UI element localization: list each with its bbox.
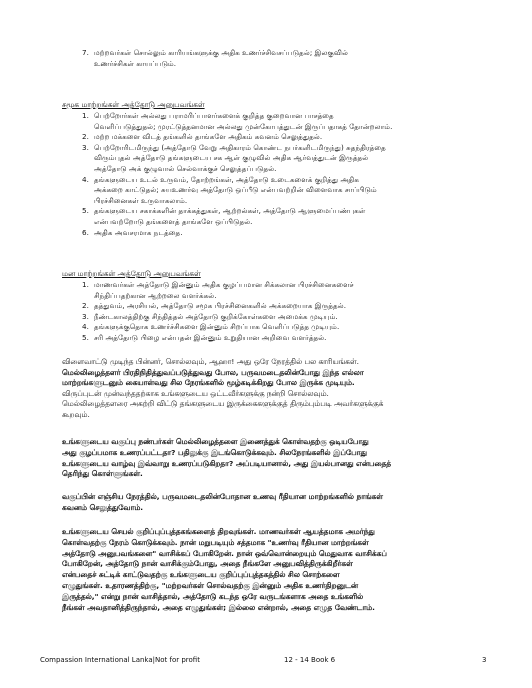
- paragraph-line: எழுதுங்கள். உதாரணத்திற்கு, "மற்றவர்கள் சொல்வதற்கு இன்னும் அதிக உணர்திறனுடன்: [62, 580, 359, 590]
- list-item: [82, 48, 494, 69]
- paragraph-line: கூறவும்.: [62, 409, 90, 419]
- list-item-line: தத்துவம், அரசியல், அத்தோடு சமூக பிரச்சினைகளில் அக்கறையாக இருத்தல்.: [94, 301, 346, 311]
- list-item-line: வெளிப்படுத்துதல்; முரட்டுத்தனமான அல்லது முன்கோபத்துடன் இருப்பதாகத் தோன்றலாம்.: [94, 121, 393, 131]
- list-item-number: 1.: [82, 280, 89, 289]
- list-item-line: அத்தோடு அக் குழுவால் செல்வாக்குச் செலுத்தப்படுதல்.: [94, 163, 277, 173]
- paragraph-line: மாற்றங்களுடனும் கையாள்வது சில நேரங்களில் மூழ்கடிக்கிறது போல இருக்க முடியும்.: [62, 378, 355, 387]
- paragraph-line: மெல்லிழைத்தளரை அகற்றி விட்டு தங்களுடைய இருக்கைகளுக்குத் திரும்பும்படி அவர்களுக்குக்: [62, 399, 384, 408]
- list-item: [82, 322, 504, 333]
- list-item: [82, 332, 504, 344]
- list-item-number: 3.: [82, 142, 89, 152]
- paragraph-line: கொள்வதற்கு நேரம் கொடுக்கவும். நான் மறுபடியும் சத்தமாக "உணர்வு ரீதியான மாற்றங்கள்: [62, 537, 369, 547]
- list-item-number: 3.: [82, 311, 89, 321]
- list-item-line: விரும்புதல் அத்தோடு தங்களுடைய சக ஆள் குழுவில் அதிக ஆர்வத்துடன் இருத்தல்: [94, 153, 369, 163]
- list-item: [82, 227, 504, 239]
- list-item: [82, 311, 504, 323]
- list-item-line: சரி அத்தோடு பிழை என்பதன் இன்னும் உறுதியான அறிவை வளர்த்தல்.: [94, 332, 327, 342]
- footer-organization: Compassion International Lanka|Not for profit: [40, 656, 200, 664]
- list-item-number: 7.: [82, 48, 89, 57]
- focus-paragraph: [62, 492, 502, 514]
- list-item-line: பெற்றோரிடமிருந்து (அத்தோடு வேறு அதிகாரம் கொண்ட நபர்களிடமிருந்து) சுதந்திரத்தை: [94, 142, 386, 152]
- list-item-number: 5.: [82, 332, 89, 342]
- list-item: [82, 132, 504, 143]
- list-item-number: 4.: [82, 322, 89, 332]
- paragraph-line: கவனம் செலுத்துவோம்.: [62, 502, 144, 512]
- paragraph-line: விருப்புடன் முன்வந்ததற்காக உங்களுடைய ஒட்டவீர்களுக்கு நன்றி சொல்லவும்.: [62, 388, 329, 398]
- list-item: [82, 280, 504, 301]
- list-item-line: மாணவர்கள் அத்தோடு இன்னும் அதிக குழப்பமான சிக்கலான பிரச்சினைகளைச்: [94, 280, 354, 289]
- list-item-number: 1.: [82, 111, 89, 120]
- list-item-line: உணர்ச்சிகள் காயப்படும்.: [94, 58, 177, 68]
- list-item-line: பெற்றோர்கள் அல்லது பராமரிப்பாளர்களைக் குறித்த குறைவான பாசத்தை: [94, 111, 334, 120]
- paragraph-line: அத்தோடு அனுபவங்களை" வாசிக்கப் போகிறேன். நான் ஒவ்வொன்றையும் மெதுவாக வாசிக்கப்: [62, 548, 387, 558]
- list-item-number: 6.: [82, 227, 89, 237]
- instruction-paragraph: [62, 357, 502, 420]
- paragraph-line: போகிறேன், அத்தோடு நான் வாசிக்கும்போது, அதை நீங்களே அனுபவித்திருக்கிறீர்கள்: [62, 559, 353, 569]
- mental-changes-heading: மன மாற்றங்கள் அத்தோடு அனுபவங்கள்: [62, 269, 201, 278]
- paragraph-line: இருத்தல்," என்று நான் வாசித்தால், அத்தோடு கடந்த ஒரே வருடங்களாக அதை உங்களில்: [62, 591, 364, 601]
- list-item: [82, 301, 504, 312]
- list-item-number: 4.: [82, 174, 89, 184]
- paragraph-line: உங்களுடைய செயல் குறிப்புப்புத்தகங்களைத் திறவுங்கள். மாணவர்கள் ஆயத்தமாக அமர்ந்து: [62, 527, 375, 536]
- paragraph-line: உங்களுடைய வகுப்பு நண்பர்கள் மெல்லிழைத்தளை இணைத்துக் கொள்வதற்கு ஒடியபோது: [62, 437, 369, 446]
- footer-page-number: 3: [482, 656, 487, 664]
- list-item-line: தங்களுடைய உடல் உருவம், தோற்றங்கள், அத்தோடு உடைகளைக் குறித்து அதிக: [94, 174, 359, 184]
- list-item-line: அக்கறை காட்டுதல்; சுயஉணர்வு அத்தோடு ஒப்பீடு என்பவற்றின் விளைவாக சாப்பிடும்: [94, 185, 377, 195]
- paragraph-line: மெல்லிழைத்தளர் பிரதிநிதித்துவப்படுத்துவது போல, பருவமடைதலின்போது இந்த எல்லா: [62, 367, 364, 377]
- list-item-line: மற்ற மக்களை விடத் தங்களில் தாங்களே அதிகம் கவனம் செலுத்துதல்.: [94, 132, 323, 142]
- list-item-line: என்பவற்றோடு தங்களைத் தாங்களே ஒப்பிடுதல்.: [94, 216, 253, 226]
- top-list: [82, 48, 494, 69]
- list-item: [82, 174, 504, 207]
- paragraph-line: உங்களுடைய வாழ்வு இவ்வாறு உணரப்படுகிறதா? அப்படியானால், அது இயல்பானது என்பதைத்: [62, 458, 392, 468]
- list-item: [82, 206, 504, 227]
- list-item-line: சிந்திப்பதற்கான ஆற்றலை வளர்க்கல்.: [94, 290, 217, 300]
- paragraph-line: விளைவாட்டு முடிந்த பின்னர், சொல்லவும், ஆஹா! அது ஒரே நேரத்தில் பல காரியங்கள்.: [62, 357, 359, 366]
- list-item-line: மற்றவர்கள் சொல்லும் காரியங்களுக்கு அதிக உணர்ச்சிவசப்படுதல்; இலகுவில்: [94, 48, 348, 57]
- social-changes-list: [82, 111, 504, 238]
- list-item-number: 2.: [82, 132, 89, 142]
- list-item-number: 2.: [82, 301, 89, 311]
- list-item-line: அதிக அவசரமாக நடத்தை.: [94, 227, 183, 237]
- activity-paragraph: [62, 527, 502, 613]
- mental-changes-list: [82, 280, 504, 344]
- list-item-number: 5.: [82, 206, 89, 216]
- list-item-line: தங்களுக்குதொக உணர்ச்சிகளை இன்னும் சிறப்பாக வெளிப்படுத்த முடியும்.: [94, 322, 340, 332]
- paragraph-line: அது குழப்பமாக உணரப்பட்டதா? பதிலுக்கு இடங்கொடுக்கவும். சிலநேரங்களில் இப்போது: [62, 447, 367, 457]
- paragraph-line: என்பதைச் சுட்டிக் காட்டுவதற்கு உங்களுடைய குறிப்புப்புத்தகத்தில் சில சொற்களை: [62, 570, 340, 580]
- footer-book: 12 - 14 Book 6: [284, 656, 336, 664]
- social-changes-heading: சமூக மாற்றங்கள் அத்தோடு அனுபவங்கள்: [62, 100, 205, 109]
- list-item: [82, 111, 504, 132]
- list-item-line: பிரச்சினைகள் உருவாகலாம்.: [94, 195, 188, 205]
- list-item: [82, 142, 504, 175]
- paragraph-line: வகுப்பின் எஞ்சிய நேரத்தில், பருவமடைதலின்போதான உணவு ரீதியான மாற்றங்களில் நாங்கள்: [62, 492, 383, 501]
- paragraph-line: நீங்கள் அவதானித்திருந்தால், அதை எழுதுங்கள்; இல்லை என்றால், அதை எழுத வேண்டாம்.: [62, 602, 375, 612]
- paragraph-line: தெரிந்து கொள்ளுங்கள்.: [62, 469, 143, 479]
- list-item-line: தங்களுடைய சகாக்களின் தாக்கத்துகள், ஆற்றல்கள், அத்தோடு ஆளுமைப்பண்புகள்: [94, 206, 366, 216]
- discussion-paragraph: [62, 437, 502, 480]
- list-item-line: நீண்டகாலத்திற்கு சிந்தித்தல் அத்தோடு குறிக்கோள்களை அமைக்க முடியும்.: [94, 311, 338, 321]
